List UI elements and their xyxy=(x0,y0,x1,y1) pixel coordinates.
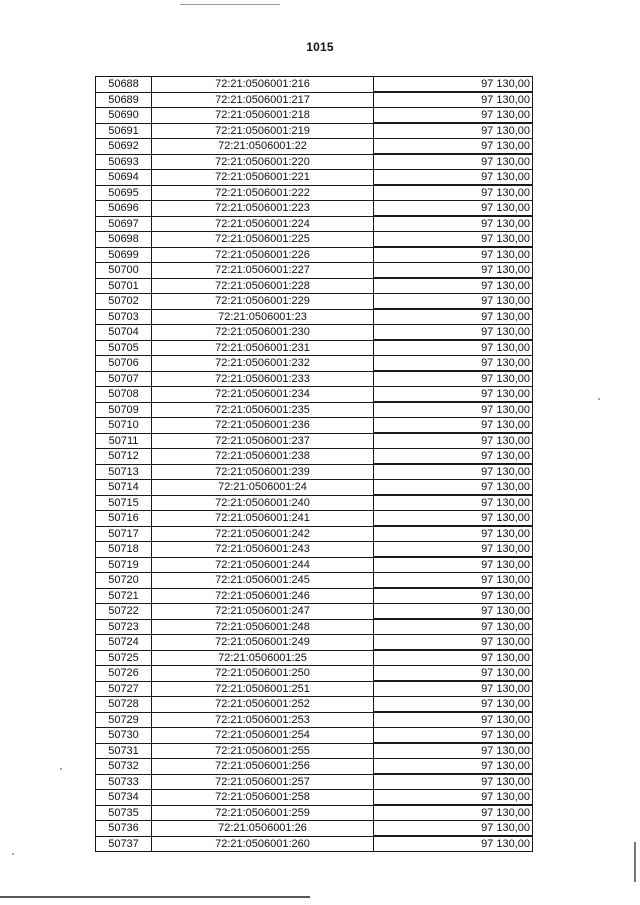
cadastral-value-cell: 97 130,00 xyxy=(374,821,533,837)
table-row xyxy=(96,449,533,465)
table-row xyxy=(96,294,533,310)
table-row xyxy=(96,821,533,837)
table-row xyxy=(96,247,533,263)
row-number-cell: 50689 xyxy=(96,92,152,108)
cadastral-value-cell: 97 130,00 xyxy=(374,712,533,728)
cadastral-number-cell: 72:21:0506001:22 xyxy=(152,139,374,155)
cadastral-number-cell: 72:21:0506001:223 xyxy=(152,201,374,217)
row-number-cell: 50706 xyxy=(96,356,152,372)
cadastral-number-cell: 72:21:0506001:251 xyxy=(152,681,374,697)
table-row xyxy=(96,495,533,511)
row-number-cell: 50721 xyxy=(96,588,152,604)
table-row xyxy=(96,402,533,418)
cadastral-number-cell: 72:21:0506001:23 xyxy=(152,309,374,325)
row-number-cell: 50731 xyxy=(96,743,152,759)
cadastral-value-cell: 97 130,00 xyxy=(374,604,533,620)
row-number-cell: 50725 xyxy=(96,650,152,666)
row-number-cell: 50714 xyxy=(96,480,152,496)
row-number-cell: 50723 xyxy=(96,619,152,635)
table-row xyxy=(96,480,533,496)
cadastral-value-cell: 97 130,00 xyxy=(374,495,533,511)
table-row xyxy=(96,526,533,542)
cadastral-value-cell: 97 130,00 xyxy=(374,294,533,310)
row-number-cell: 50694 xyxy=(96,170,152,186)
cadastral-value-cell: 97 130,00 xyxy=(374,201,533,217)
cadastral-value-cell: 97 130,00 xyxy=(374,92,533,108)
cadastral-number-cell: 72:21:0506001:237 xyxy=(152,433,374,449)
cadastral-number-cell: 72:21:0506001:226 xyxy=(152,247,374,263)
row-number-cell: 50735 xyxy=(96,805,152,821)
row-number-cell: 50720 xyxy=(96,573,152,589)
table-row xyxy=(96,666,533,682)
cadastral-value-cell: 97 130,00 xyxy=(374,123,533,139)
scan-artifact-dot xyxy=(60,768,62,770)
cadastral-number-cell: 72:21:0506001:233 xyxy=(152,371,374,387)
table-row xyxy=(96,387,533,403)
cadastral-value-cell: 97 130,00 xyxy=(374,371,533,387)
cadastral-number-cell: 72:21:0506001:236 xyxy=(152,418,374,434)
cadastral-value-cell: 97 130,00 xyxy=(374,697,533,713)
cadastral-number-cell: 72:21:0506001:247 xyxy=(152,604,374,620)
cadastral-value-cell: 97 130,00 xyxy=(374,635,533,651)
cadastral-number-cell: 72:21:0506001:219 xyxy=(152,123,374,139)
cadastral-value-cell: 97 130,00 xyxy=(374,511,533,527)
cadastral-number-cell: 72:21:0506001:246 xyxy=(152,588,374,604)
table-row xyxy=(96,542,533,558)
row-number-cell: 50715 xyxy=(96,495,152,511)
cadastral-value-cell: 97 130,00 xyxy=(374,588,533,604)
cadastral-value-cell: 97 130,00 xyxy=(374,309,533,325)
cadastral-number-cell: 72:21:0506001:241 xyxy=(152,511,374,527)
table-row xyxy=(96,743,533,759)
cadastral-number-cell: 72:21:0506001:235 xyxy=(152,402,374,418)
table-row xyxy=(96,123,533,139)
cadastral-value-cell: 97 130,00 xyxy=(374,573,533,589)
cadastral-value-cell: 97 130,00 xyxy=(374,325,533,341)
cadastral-value-cell: 97 130,00 xyxy=(374,790,533,806)
table-row xyxy=(96,216,533,232)
cadastral-value-cell: 97 130,00 xyxy=(374,77,533,93)
row-number-cell: 50707 xyxy=(96,371,152,387)
cadastral-number-cell: 72:21:0506001:239 xyxy=(152,464,374,480)
row-number-cell: 50700 xyxy=(96,263,152,279)
cadastral-value-cell: 97 130,00 xyxy=(374,433,533,449)
table-row xyxy=(96,712,533,728)
cadastral-value-cell: 97 130,00 xyxy=(374,247,533,263)
table-row xyxy=(96,92,533,108)
cadastral-number-cell: 72:21:0506001:244 xyxy=(152,557,374,573)
cadastral-number-cell: 72:21:0506001:240 xyxy=(152,495,374,511)
row-number-cell: 50716 xyxy=(96,511,152,527)
scan-artifact-dot xyxy=(598,398,600,400)
table-row xyxy=(96,557,533,573)
cadastral-number-cell: 72:21:0506001:222 xyxy=(152,185,374,201)
table-row xyxy=(96,232,533,248)
cadastral-number-cell: 72:21:0506001:234 xyxy=(152,387,374,403)
scan-artifact-dot xyxy=(12,853,14,855)
table-row xyxy=(96,511,533,527)
row-number-cell: 50712 xyxy=(96,449,152,465)
cadastral-value-cell: 97 130,00 xyxy=(374,139,533,155)
table-row xyxy=(96,418,533,434)
cadastral-value-cell: 97 130,00 xyxy=(374,619,533,635)
row-number-cell: 50699 xyxy=(96,247,152,263)
table-row xyxy=(96,604,533,620)
row-number-cell: 50730 xyxy=(96,728,152,744)
cadastral-value-table xyxy=(95,76,533,852)
row-number-cell: 50718 xyxy=(96,542,152,558)
cadastral-value-cell: 97 130,00 xyxy=(374,774,533,790)
table-row xyxy=(96,790,533,806)
cadastral-value-cell: 97 130,00 xyxy=(374,557,533,573)
row-number-cell: 50697 xyxy=(96,216,152,232)
cadastral-number-cell: 72:21:0506001:238 xyxy=(152,449,374,465)
cadastral-number-cell: 72:21:0506001:227 xyxy=(152,263,374,279)
cadastral-number-cell: 72:21:0506001:254 xyxy=(152,728,374,744)
row-number-cell: 50704 xyxy=(96,325,152,341)
cadastral-value-cell: 97 130,00 xyxy=(374,216,533,232)
row-number-cell: 50729 xyxy=(96,712,152,728)
table-row xyxy=(96,619,533,635)
cadastral-value-cell: 97 130,00 xyxy=(374,743,533,759)
table-row xyxy=(96,170,533,186)
row-number-cell: 50713 xyxy=(96,464,152,480)
row-number-cell: 50698 xyxy=(96,232,152,248)
cadastral-number-cell: 72:21:0506001:24 xyxy=(152,480,374,496)
cadastral-value-cell: 97 130,00 xyxy=(374,681,533,697)
row-number-cell: 50717 xyxy=(96,526,152,542)
table-row xyxy=(96,371,533,387)
cadastral-value-cell: 97 130,00 xyxy=(374,263,533,279)
row-number-cell: 50734 xyxy=(96,790,152,806)
table-row xyxy=(96,774,533,790)
table-row xyxy=(96,573,533,589)
scan-artifact-bottom-line xyxy=(0,896,310,898)
cadastral-number-cell: 72:21:0506001:256 xyxy=(152,759,374,775)
cadastral-value-cell: 97 130,00 xyxy=(374,340,533,356)
cadastral-value-cell: 97 130,00 xyxy=(374,278,533,294)
cadastral-number-cell: 72:21:0506001:217 xyxy=(152,92,374,108)
row-number-cell: 50728 xyxy=(96,697,152,713)
row-number-cell: 50701 xyxy=(96,278,152,294)
table-body xyxy=(96,77,533,852)
row-number-cell: 50693 xyxy=(96,154,152,170)
table-row xyxy=(96,681,533,697)
cadastral-number-cell: 72:21:0506001:231 xyxy=(152,340,374,356)
cadastral-number-cell: 72:21:0506001:258 xyxy=(152,790,374,806)
row-number-cell: 50696 xyxy=(96,201,152,217)
row-number-cell: 50708 xyxy=(96,387,152,403)
table-row xyxy=(96,697,533,713)
cadastral-number-cell: 72:21:0506001:257 xyxy=(152,774,374,790)
table-row xyxy=(96,263,533,279)
row-number-cell: 50732 xyxy=(96,759,152,775)
cadastral-value-cell: 97 130,00 xyxy=(374,805,533,821)
table-row xyxy=(96,464,533,480)
row-number-cell: 50709 xyxy=(96,402,152,418)
cadastral-number-cell: 72:21:0506001:260 xyxy=(152,836,374,852)
row-number-cell: 50736 xyxy=(96,821,152,837)
table-row xyxy=(96,278,533,294)
cadastral-number-cell: 72:21:0506001:229 xyxy=(152,294,374,310)
table-row xyxy=(96,588,533,604)
cadastral-number-cell: 72:21:0506001:225 xyxy=(152,232,374,248)
cadastral-number-cell: 72:21:0506001:255 xyxy=(152,743,374,759)
cadastral-number-cell: 72:21:0506001:259 xyxy=(152,805,374,821)
cadastral-value-cell: 97 130,00 xyxy=(374,542,533,558)
cadastral-number-cell: 72:21:0506001:230 xyxy=(152,325,374,341)
row-number-cell: 50688 xyxy=(96,77,152,93)
row-number-cell: 50691 xyxy=(96,123,152,139)
row-number-cell: 50695 xyxy=(96,185,152,201)
table-row xyxy=(96,340,533,356)
table-row xyxy=(96,805,533,821)
cadastral-value-cell: 97 130,00 xyxy=(374,170,533,186)
table-row xyxy=(96,309,533,325)
cadastral-number-cell: 72:21:0506001:250 xyxy=(152,666,374,682)
row-number-cell: 50722 xyxy=(96,604,152,620)
cadastral-value-cell: 97 130,00 xyxy=(374,526,533,542)
table-row xyxy=(96,77,533,93)
table-row xyxy=(96,356,533,372)
cadastral-number-cell: 72:21:0506001:248 xyxy=(152,619,374,635)
cadastral-number-cell: 72:21:0506001:242 xyxy=(152,526,374,542)
cadastral-number-cell: 72:21:0506001:245 xyxy=(152,573,374,589)
scan-artifact-right-mark xyxy=(634,842,636,882)
table-row xyxy=(96,201,533,217)
cadastral-value-cell: 97 130,00 xyxy=(374,666,533,682)
cadastral-number-cell: 72:21:0506001:253 xyxy=(152,712,374,728)
cadastral-value-cell: 97 130,00 xyxy=(374,108,533,124)
page-number: 1015 xyxy=(306,40,334,54)
cadastral-number-cell: 72:21:0506001:228 xyxy=(152,278,374,294)
row-number-cell: 50692 xyxy=(96,139,152,155)
cadastral-value-cell: 97 130,00 xyxy=(374,356,533,372)
cadastral-number-cell: 72:21:0506001:243 xyxy=(152,542,374,558)
row-number-cell: 50724 xyxy=(96,635,152,651)
table-row xyxy=(96,108,533,124)
table-row xyxy=(96,728,533,744)
row-number-cell: 50710 xyxy=(96,418,152,434)
row-number-cell: 50726 xyxy=(96,666,152,682)
cadastral-number-cell: 72:21:0506001:25 xyxy=(152,650,374,666)
table-row xyxy=(96,650,533,666)
row-number-cell: 50737 xyxy=(96,836,152,852)
row-number-cell: 50727 xyxy=(96,681,152,697)
cadastral-value-cell: 97 130,00 xyxy=(374,728,533,744)
cadastral-value-cell: 97 130,00 xyxy=(374,650,533,666)
table-row xyxy=(96,154,533,170)
table-row xyxy=(96,185,533,201)
cadastral-value-cell: 97 130,00 xyxy=(374,402,533,418)
cadastral-value-cell: 97 130,00 xyxy=(374,759,533,775)
cadastral-number-cell: 72:21:0506001:218 xyxy=(152,108,374,124)
cadastral-value-cell: 97 130,00 xyxy=(374,836,533,852)
cadastral-value-cell: 97 130,00 xyxy=(374,185,533,201)
table-row xyxy=(96,433,533,449)
cadastral-number-cell: 72:21:0506001:221 xyxy=(152,170,374,186)
cadastral-value-cell: 97 130,00 xyxy=(374,232,533,248)
row-number-cell: 50719 xyxy=(96,557,152,573)
row-number-cell: 50702 xyxy=(96,294,152,310)
row-number-cell: 50733 xyxy=(96,774,152,790)
cadastral-value-cell: 97 130,00 xyxy=(374,418,533,434)
cadastral-value-cell: 97 130,00 xyxy=(374,480,533,496)
cadastral-number-cell: 72:21:0506001:216 xyxy=(152,77,374,93)
table-row xyxy=(96,325,533,341)
table-row xyxy=(96,635,533,651)
cadastral-number-cell: 72:21:0506001:224 xyxy=(152,216,374,232)
table-row xyxy=(96,759,533,775)
scan-artifact-top-line xyxy=(180,4,280,5)
row-number-cell: 50711 xyxy=(96,433,152,449)
cadastral-value-cell: 97 130,00 xyxy=(374,449,533,465)
table-row xyxy=(96,836,533,852)
cadastral-number-cell: 72:21:0506001:220 xyxy=(152,154,374,170)
cadastral-value-cell: 97 130,00 xyxy=(374,154,533,170)
cadastral-value-cell: 97 130,00 xyxy=(374,464,533,480)
row-number-cell: 50703 xyxy=(96,309,152,325)
cadastral-number-cell: 72:21:0506001:232 xyxy=(152,356,374,372)
cadastral-number-cell: 72:21:0506001:249 xyxy=(152,635,374,651)
cadastral-value-cell: 97 130,00 xyxy=(374,387,533,403)
table-row xyxy=(96,139,533,155)
cadastral-number-cell: 72:21:0506001:252 xyxy=(152,697,374,713)
row-number-cell: 50690 xyxy=(96,108,152,124)
row-number-cell: 50705 xyxy=(96,340,152,356)
cadastral-number-cell: 72:21:0506001:26 xyxy=(152,821,374,837)
